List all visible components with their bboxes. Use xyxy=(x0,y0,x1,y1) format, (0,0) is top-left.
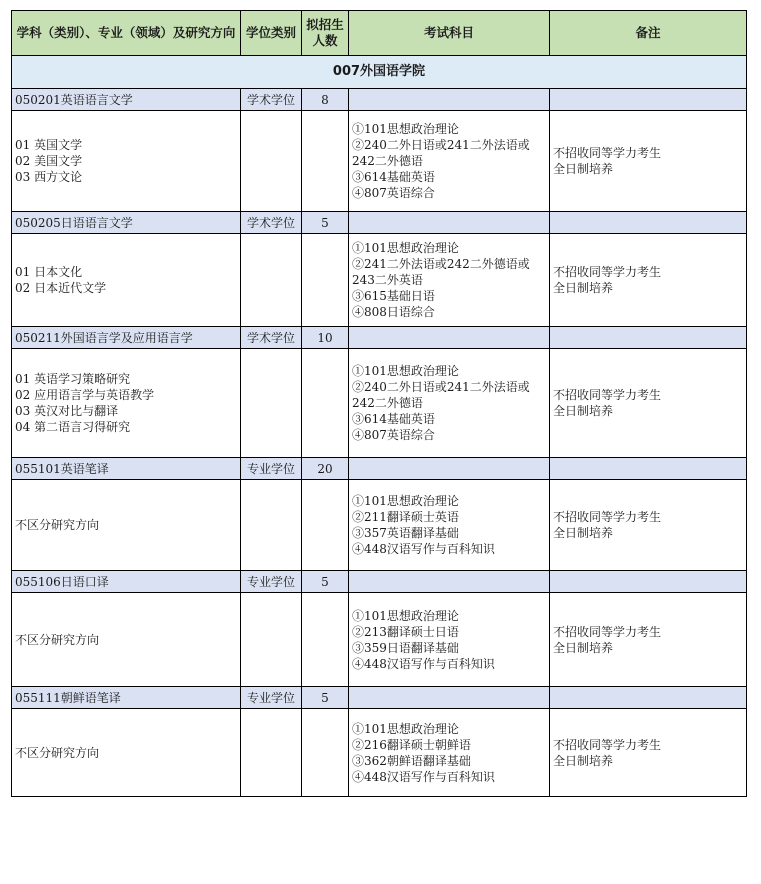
exam-subjects-line: ③615基础日语 xyxy=(352,289,435,303)
major-exams-empty xyxy=(349,687,550,709)
college-row xyxy=(12,56,747,89)
notes-line: 不招收同等学力考生 xyxy=(553,388,662,402)
major-name: 055101英语笔译 xyxy=(12,458,241,480)
notes xyxy=(550,349,747,458)
exam-subjects-line: ④448汉语写作与百科知识 xyxy=(352,542,495,556)
major-name: 055106日语口译 xyxy=(12,571,241,593)
exam-subjects-line: ②216翻译硕士朝鲜语 xyxy=(352,737,471,752)
major-row xyxy=(12,687,747,709)
exam-subjects-line: ③357英语翻译基础 xyxy=(352,526,459,540)
detail-row xyxy=(12,709,747,797)
header-exam-subjects: 考试科目 xyxy=(349,11,550,56)
exam-subjects-line: ①101思想政治理论 xyxy=(352,494,459,508)
research-directions xyxy=(12,593,241,687)
degree-type: 学术学位 xyxy=(241,89,302,111)
exam-subjects-line: ②211翻译硕士英语 xyxy=(352,510,459,524)
major-exams-empty xyxy=(349,458,550,480)
major-notes-empty xyxy=(550,89,747,111)
research-directions-line: 02 应用语言学与英语教学 xyxy=(15,388,155,402)
exam-subjects xyxy=(349,709,550,797)
exam-subjects-line: ②240二外日语或241二外法语或 xyxy=(352,138,530,152)
exam-subjects-line: ④807英语综合 xyxy=(352,186,435,200)
detail-type-empty xyxy=(241,234,302,327)
exam-subjects-line: ②213翻译硕士日语 xyxy=(352,624,459,639)
exam-subjects-line: ④807英语综合 xyxy=(352,428,435,442)
degree-type: 学术学位 xyxy=(241,327,302,349)
detail-type-empty xyxy=(241,111,302,212)
research-directions-line: 01 日本文化 xyxy=(15,265,83,279)
exam-subjects-line: ②240二外日语或241二外法语或 xyxy=(352,380,530,394)
notes-line: 全日制培养 xyxy=(553,753,614,768)
detail-row xyxy=(12,234,747,327)
research-directions-line: 01 英语学习策略研究 xyxy=(15,372,131,386)
exam-subjects-line: ①101思想政治理论 xyxy=(352,364,459,378)
detail-count-empty xyxy=(302,593,349,687)
research-directions-line: 03 西方文论 xyxy=(15,170,83,184)
notes-line: 不招收同等学力考生 xyxy=(553,737,662,752)
notes-line: 全日制培养 xyxy=(553,162,614,176)
major-notes-empty xyxy=(550,687,747,709)
enrollment-count: 8 xyxy=(302,89,349,111)
detail-row xyxy=(12,349,747,458)
notes-line: 全日制培养 xyxy=(553,281,614,295)
degree-type: 专业学位 xyxy=(241,458,302,480)
detail-count-empty xyxy=(302,349,349,458)
exam-subjects-line: ①101思想政治理论 xyxy=(352,241,459,255)
detail-row xyxy=(12,480,747,571)
research-directions xyxy=(12,709,241,797)
enrollment-count: 5 xyxy=(302,571,349,593)
exam-subjects-line: 243二外英语 xyxy=(352,273,423,287)
detail-row xyxy=(12,111,747,212)
notes xyxy=(550,480,747,571)
exam-subjects-line: ④808日语综合 xyxy=(352,305,435,319)
research-directions-line: 01 英国文学 xyxy=(15,138,83,152)
research-directions-line: 04 第二语言习得研究 xyxy=(15,420,131,434)
detail-count-empty xyxy=(302,111,349,212)
notes-line: 不招收同等学力考生 xyxy=(553,510,662,524)
enrollment-count: 5 xyxy=(302,212,349,234)
major-name: 050205日语语言文学 xyxy=(12,212,241,234)
notes-line: 不招收同等学力考生 xyxy=(553,265,662,279)
research-directions-line: 02 日本近代文学 xyxy=(15,281,107,295)
major-exams-empty xyxy=(349,327,550,349)
degree-type: 专业学位 xyxy=(241,687,302,709)
detail-row xyxy=(12,593,747,687)
exam-subjects-line: ③359日语翻译基础 xyxy=(352,640,459,655)
exam-subjects-line: ①101思想政治理论 xyxy=(352,122,459,136)
exam-subjects xyxy=(349,593,550,687)
major-row xyxy=(12,89,747,111)
exam-subjects xyxy=(349,234,550,327)
notes-line: 不招收同等学力考生 xyxy=(553,146,662,160)
header-row xyxy=(12,11,747,56)
detail-type-empty xyxy=(241,709,302,797)
notes-line: 全日制培养 xyxy=(553,640,614,655)
notes-line: 全日制培养 xyxy=(553,404,614,418)
exam-subjects xyxy=(349,480,550,571)
major-name: 050201英语语言文学 xyxy=(12,89,241,111)
major-notes-empty xyxy=(550,458,747,480)
exam-subjects xyxy=(349,111,550,212)
research-directions xyxy=(12,349,241,458)
enrollment-count: 5 xyxy=(302,687,349,709)
notes-line: 全日制培养 xyxy=(553,526,614,540)
enrollment-count: 20 xyxy=(302,458,349,480)
notes xyxy=(550,111,747,212)
major-notes-empty xyxy=(550,327,747,349)
notes xyxy=(550,234,747,327)
major-row xyxy=(12,212,747,234)
notes xyxy=(550,709,747,797)
research-directions-line: 不区分研究方向 xyxy=(15,745,100,760)
major-name: 050211外国语言学及应用语言学 xyxy=(12,327,241,349)
major-row xyxy=(12,571,747,593)
major-notes-empty xyxy=(550,212,747,234)
detail-type-empty xyxy=(241,480,302,571)
exam-subjects-line: 242二外德语 xyxy=(352,396,423,410)
major-exams-empty xyxy=(349,212,550,234)
header-degree-type: 学位类别 xyxy=(241,11,302,56)
header-major: 学科（类别）、专业（领域）及研究方向 xyxy=(12,11,241,56)
notes xyxy=(550,593,747,687)
admissions-table xyxy=(11,10,747,797)
research-directions xyxy=(12,111,241,212)
research-directions xyxy=(12,480,241,571)
major-exams-empty xyxy=(349,571,550,593)
major-exams-empty xyxy=(349,89,550,111)
exam-subjects-line: ③614基础英语 xyxy=(352,412,435,426)
detail-type-empty xyxy=(241,349,302,458)
exam-subjects-line: ③362朝鲜语翻译基础 xyxy=(352,753,471,768)
detail-count-empty xyxy=(302,234,349,327)
header-notes: 备注 xyxy=(550,11,747,56)
detail-count-empty xyxy=(302,709,349,797)
research-directions-line: 03 英汉对比与翻译 xyxy=(15,404,119,418)
research-directions-line: 不区分研究方向 xyxy=(15,632,100,647)
exam-subjects-line: ③614基础英语 xyxy=(352,170,435,184)
degree-type: 专业学位 xyxy=(241,571,302,593)
enrollment-count: 10 xyxy=(302,327,349,349)
research-directions xyxy=(12,234,241,327)
detail-type-empty xyxy=(241,593,302,687)
major-row xyxy=(12,458,747,480)
exam-subjects-line: ①101思想政治理论 xyxy=(352,721,459,736)
exam-subjects xyxy=(349,349,550,458)
major-notes-empty xyxy=(550,571,747,593)
exam-subjects-line: 242二外德语 xyxy=(352,154,423,168)
research-directions-line: 不区分研究方向 xyxy=(15,518,100,532)
notes-line: 不招收同等学力考生 xyxy=(553,624,662,639)
detail-count-empty xyxy=(302,480,349,571)
major-name: 055111朝鲜语笔译 xyxy=(12,687,241,709)
exam-subjects-line: ②241二外法语或242二外德语或 xyxy=(352,257,530,271)
college-name: 007外国语学院 xyxy=(12,56,747,89)
exam-subjects-line: ④448汉语写作与百科知识 xyxy=(352,769,495,784)
exam-subjects-line: ①101思想政治理论 xyxy=(352,608,459,623)
degree-type: 学术学位 xyxy=(241,212,302,234)
major-row xyxy=(12,327,747,349)
header-enrollment: 拟招生人数 xyxy=(302,11,349,56)
research-directions-line: 02 美国文学 xyxy=(15,154,83,168)
exam-subjects-line: ④448汉语写作与百科知识 xyxy=(352,656,495,671)
